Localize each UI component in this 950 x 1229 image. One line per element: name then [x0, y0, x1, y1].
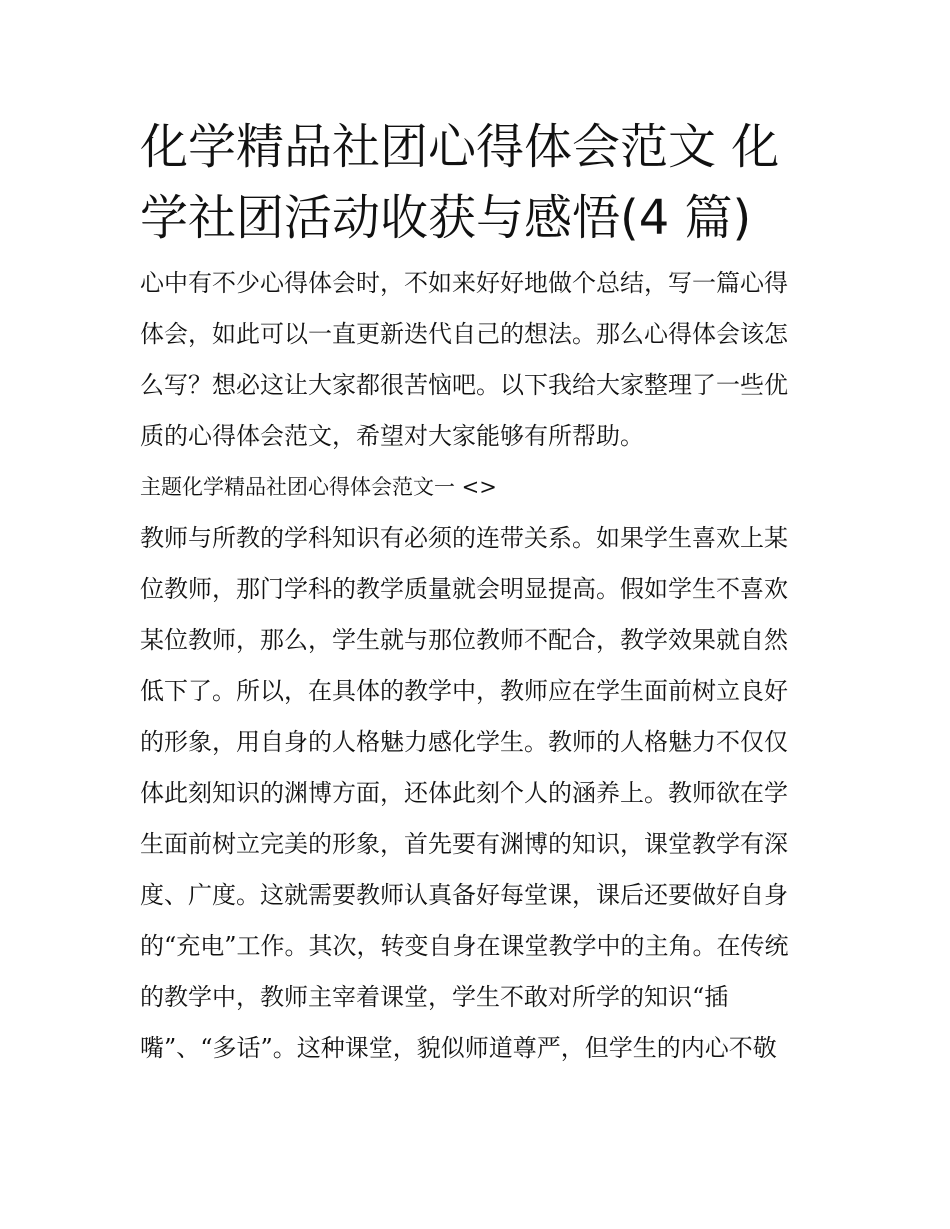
intro-paragraph: [140, 258, 816, 462]
section-heading: [140, 462, 816, 513]
intro-line: 么写？想必这让大家都很苦恼吧。以下我给大家整理了一些优: [140, 371, 788, 399]
body-line: 位教师，那门学科的教学质量就会明显提高。假如学生不喜欢: [140, 575, 788, 603]
intro-line: 体会，如此可以一直更新迭代自己的想法。那么心得体会该怎: [140, 320, 788, 348]
body-line: 的形象，用自身的人格魅力感化学生。教师的人格魅力不仅仅: [140, 728, 788, 756]
body-line: 度、广度。这就需要教师认真备好每堂课，课后还要做好自身: [140, 881, 788, 909]
intro-line: 质的心得体会范文，希望对大家能够有所帮助。: [140, 422, 644, 450]
body-line: 的“充电”工作。其次，转变自身在课堂教学中的主角。在传统: [140, 932, 789, 960]
body-line: 嘴”、“多话”。这种课堂，貌似师道尊严，但学生的内心不敬: [140, 1034, 777, 1062]
title-line: 学社团活动收获与感悟(4 篇): [140, 190, 752, 246]
body-line: 生面前树立完美的形象，首先要有渊博的知识，课堂教学有深: [140, 830, 788, 858]
body-line: 的教学中，教师主宰着课堂，学生不敢对所学的知识“插: [140, 983, 729, 1011]
body-line: 某位教师，那么，学生就与那位教师不配合，教学效果就自然: [140, 626, 788, 654]
body-line: 低下了。所以，在具体的教学中，教师应在学生面前树立良好: [140, 677, 788, 705]
section-heading-text: 主题化学精品社团心得体会范文一 <>: [140, 475, 497, 499]
title-line: 化学精品社团心得体会范文 化: [140, 119, 780, 175]
intro-line: 心中有不少心得体会时，不如来好好地做个总结，写一篇心得: [140, 269, 788, 297]
document-content: [140, 112, 816, 1074]
body-line: 教师与所教的学科知识有必须的连带关系。如果学生喜欢上某: [140, 524, 788, 552]
document-title: [140, 112, 816, 254]
body-paragraph: [140, 513, 816, 1074]
body-line: 体此刻知识的渊博方面，还体此刻个人的涵养上。教师欲在学: [140, 779, 788, 807]
